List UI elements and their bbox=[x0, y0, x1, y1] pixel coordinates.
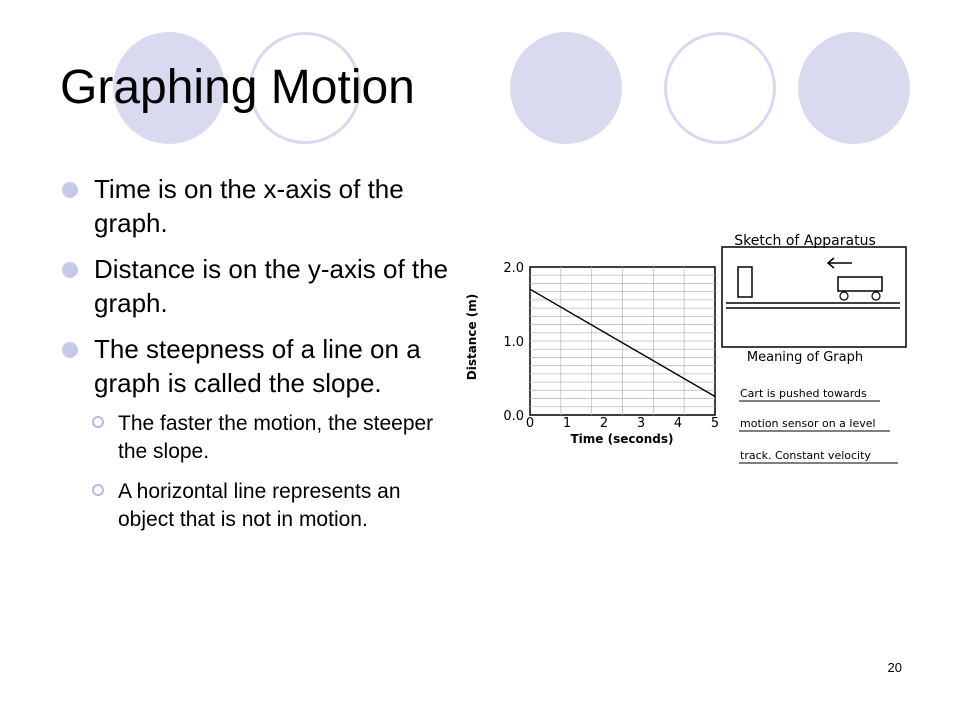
decorative-circle bbox=[798, 32, 910, 144]
cart-wheel-icon bbox=[872, 292, 880, 300]
x-tick-label: 4 bbox=[673, 416, 683, 431]
sub-bullet-item bbox=[86, 410, 460, 466]
bullet-text: The steepness of a line on a graph is called the slope. bbox=[94, 334, 421, 398]
bullet-list bbox=[60, 172, 460, 546]
x-tick-label: 5 bbox=[710, 416, 720, 431]
x-tick-label: 0 bbox=[525, 416, 535, 431]
cart-wheel-icon bbox=[840, 292, 848, 300]
x-axis-label: Time (seconds) bbox=[570, 432, 674, 446]
bullet-item bbox=[60, 252, 460, 320]
sub-bullet-text: A horizontal line represents an object that is not in motion. bbox=[118, 480, 401, 531]
sub-bullet-ring-icon bbox=[92, 484, 104, 496]
chart-ticks bbox=[503, 261, 719, 431]
slide-title: Graphing Motion bbox=[60, 61, 415, 114]
motion-sensor-icon bbox=[738, 267, 752, 297]
y-axis-label: Distance (m) bbox=[465, 293, 479, 381]
meaning-line: Cart is pushed towards bbox=[740, 387, 867, 400]
meaning-title: Meaning of Graph bbox=[746, 350, 864, 365]
cart-icon bbox=[838, 277, 882, 291]
chart-grid bbox=[530, 267, 715, 415]
bullet-item bbox=[60, 332, 460, 534]
decorative-ring bbox=[664, 32, 776, 144]
bullet-dot-icon bbox=[62, 262, 78, 278]
figure-svg bbox=[460, 225, 920, 475]
sub-bullet-list bbox=[86, 410, 460, 534]
sub-bullet-ring-icon bbox=[92, 416, 104, 428]
x-tick-label: 2 bbox=[599, 416, 609, 431]
y-tick-label: 0.0 bbox=[503, 409, 524, 424]
y-tick-label: 2.0 bbox=[503, 261, 524, 276]
page-number: 20 bbox=[887, 660, 902, 675]
decorative-circle bbox=[510, 32, 622, 144]
y-tick-label: 1.0 bbox=[503, 335, 524, 350]
meaning-line: motion sensor on a level bbox=[740, 417, 876, 430]
bullet-item bbox=[60, 172, 460, 240]
bullet-dot-icon bbox=[62, 342, 78, 358]
x-tick-label: 3 bbox=[636, 416, 646, 431]
x-tick-label: 1 bbox=[562, 416, 572, 431]
apparatus-title: Sketch of Apparatus bbox=[734, 233, 876, 249]
motion-figure bbox=[460, 225, 920, 475]
sub-bullet-item bbox=[86, 478, 460, 534]
meaning-line: track. Constant velocity bbox=[740, 449, 871, 462]
bullet-text: Distance is on the y-axis of the graph. bbox=[94, 254, 449, 318]
sub-bullet-text: The faster the motion, the steeper the slope. bbox=[118, 412, 434, 463]
bullet-dot-icon bbox=[62, 182, 78, 198]
bullet-text: Time is on the x-axis of the graph. bbox=[94, 174, 404, 238]
